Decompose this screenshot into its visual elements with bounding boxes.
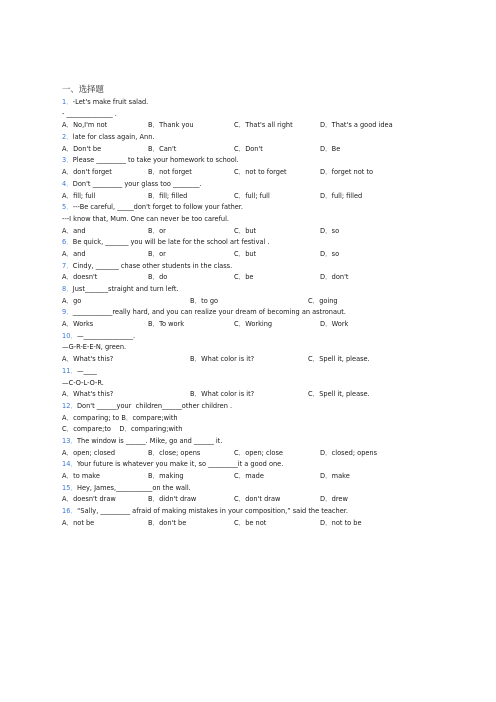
question-item (62, 261, 442, 284)
question-stem (62, 436, 442, 448)
answer-option[interactable]: B．not forget (148, 168, 192, 177)
question-text: Just_______straight and turn left. (72, 285, 179, 293)
question-item (62, 506, 442, 529)
answer-option[interactable]: D．forget not to (320, 168, 374, 177)
question-text: —_______________. (76, 331, 136, 340)
question-number: 13． (62, 436, 77, 445)
question-text: Don't _________ your glass too ________. (72, 179, 202, 188)
question-item (62, 237, 442, 260)
answer-option[interactable]: C．not to forget (234, 168, 287, 177)
question-text: Please _________ to take your homework to school. (72, 156, 239, 165)
answer-option[interactable]: A．go (62, 296, 82, 305)
answer-option[interactable]: A．No,I'm not (62, 121, 108, 130)
answer-option[interactable]: D．so (320, 226, 340, 235)
answer-option[interactable]: A．Works (62, 320, 94, 329)
options-row (62, 354, 442, 366)
answer-option[interactable]: C．don't draw (234, 495, 281, 504)
answer-option[interactable]: B．What color is it? (190, 390, 255, 399)
question-item (62, 307, 442, 330)
section-title: 一、选择题 (62, 84, 104, 94)
question-stem (62, 366, 442, 378)
answer-option[interactable]: C．but (234, 226, 257, 235)
answer-option[interactable]: A．What's this? (62, 355, 114, 364)
options-row (62, 518, 442, 530)
options-row (62, 249, 442, 261)
answer-option[interactable]: B．don't be (148, 518, 187, 527)
question-extra-line: —C-O-L-O-R. (62, 378, 104, 387)
options-row (62, 191, 442, 203)
options-row (62, 389, 442, 401)
question-stem (62, 331, 442, 343)
question-stem (62, 506, 442, 518)
answer-option[interactable]: C．open; close (234, 448, 283, 457)
answer-option[interactable]: D．closed; opens (320, 448, 378, 457)
answer-option[interactable]: D．full; filled (320, 191, 363, 200)
question-text: ____________really hard, and you can realize your dream of becoming an astronaut. (72, 308, 346, 317)
question-number: 2． (62, 133, 73, 142)
question-item (62, 483, 442, 506)
options-row (62, 167, 442, 179)
answer-option[interactable]: D．make (320, 472, 350, 480)
answer-option[interactable]: C．be (234, 273, 254, 282)
answer-option[interactable]: B．do (148, 273, 168, 282)
question-item (62, 97, 442, 132)
answer-option[interactable]: C．That's all right (234, 121, 293, 130)
answer-option[interactable]: D．drew (320, 495, 348, 504)
question-number: 11． (62, 366, 77, 375)
question-stem (62, 483, 442, 495)
question-item (62, 366, 442, 401)
question-item (62, 179, 442, 202)
answer-option[interactable]: A．and (62, 226, 86, 235)
answer-option[interactable]: A．Don't be (62, 144, 102, 153)
question-stem (62, 307, 442, 319)
question-text: Don't ______your children______other children . (76, 401, 233, 410)
answer-option[interactable]: B．or (148, 249, 166, 258)
answer-option[interactable]: D．not to be (320, 518, 362, 527)
answer-option[interactable]: B．close; opens (148, 448, 201, 457)
answer-option[interactable]: B．didn't draw (148, 495, 197, 504)
answer-option[interactable]: C．Spell it, please. (308, 390, 370, 399)
answer-option[interactable]: B．making (148, 472, 184, 480)
question-stem (62, 401, 442, 413)
question-number: 3． (62, 156, 73, 165)
question-list (62, 82, 442, 529)
options-row (62, 471, 442, 483)
answer-option[interactable]: C．made (234, 472, 264, 480)
question-number: 12． (62, 401, 77, 410)
answer-option[interactable]: D．That's a good idea (320, 121, 393, 130)
question-text: “Sally, _________ afraid of making mistakes in your composition,” said the teacher. (76, 507, 348, 516)
question-text: Hey, James,___________on the wall. (76, 483, 191, 492)
question-text: Your future is whatever you make it, so _________it a good one. (76, 460, 284, 469)
question-item (62, 331, 442, 366)
question-number: 14． (62, 460, 77, 469)
answer-option[interactable]: C．but (234, 249, 257, 258)
answer-option[interactable]: D．don't (320, 273, 349, 282)
question-item (62, 459, 442, 482)
options-row (62, 226, 442, 238)
question-extra-line: ---I know that, Mum. One can never be too careful. (62, 214, 230, 223)
answer-option[interactable]: B．fill; filled (148, 191, 188, 200)
answer-option[interactable]: B．or (148, 226, 166, 235)
question-stem (62, 132, 442, 144)
answer-option[interactable]: A．and (62, 249, 86, 258)
options-row (62, 120, 442, 132)
options-row (62, 272, 442, 284)
question-item (62, 284, 442, 307)
question-number: 9． (62, 308, 73, 317)
question-number: 8． (62, 285, 73, 293)
question-extra-line: - ______________ . (62, 109, 117, 118)
answer-option[interactable]: B．to go (190, 296, 219, 305)
question-text: ---Be careful, _____don't forget to follow your father. (72, 203, 244, 212)
answer-option[interactable]: D．so (320, 249, 340, 258)
options-row (62, 494, 442, 506)
answer-option[interactable]: C．Working (234, 320, 273, 329)
question-number: 16． (62, 507, 77, 516)
answer-option[interactable]: B．To work (148, 320, 185, 329)
answer-option[interactable]: C．Don't (234, 144, 263, 153)
question-stem (62, 179, 442, 191)
options-row (62, 448, 442, 460)
question-item (62, 202, 442, 237)
options-row (62, 296, 442, 308)
answer-option[interactable]: D．Be (320, 144, 341, 153)
answer-option[interactable]: A．doesn't (62, 273, 98, 282)
question-text: The window is ______. Mike, go and ______ it. (76, 436, 223, 445)
question-stem (62, 284, 442, 296)
question-text: Be quick, _______ you will be late for the school art festival . (72, 238, 270, 247)
answer-option[interactable]: A．open; closed (62, 448, 116, 457)
question-text: late for class again, Ann. (72, 133, 155, 142)
question-number: 5． (62, 203, 73, 212)
options-row (62, 319, 442, 331)
answer-option[interactable]: D．Work (320, 320, 349, 329)
answer-option[interactable]: B．Thank you (148, 121, 194, 130)
answer-option[interactable]: A．to make (62, 472, 100, 480)
question-item (62, 401, 442, 436)
question-number: 1． (62, 98, 73, 106)
question-number: 4． (62, 179, 73, 188)
question-extra-line: —G-R-E-E-N, green. (62, 343, 127, 352)
question-stem (62, 202, 442, 214)
question-number: 7． (62, 261, 73, 270)
answer-option[interactable]: B．What color is it? (190, 355, 255, 364)
answer-option[interactable]: A．What's this? (62, 390, 114, 399)
question-text: -Let's make fruit salad. (72, 98, 149, 106)
question-extra-line: C．compare;to D．comparing;with (62, 425, 183, 434)
answer-option[interactable]: A．fill; full (62, 191, 96, 200)
question-item (62, 155, 442, 178)
question-number: 10． (62, 331, 77, 340)
answer-option[interactable]: C．full; full (234, 191, 270, 200)
question-item (62, 436, 442, 459)
answer-option[interactable]: B．Can't (148, 144, 177, 153)
options-row (62, 144, 442, 156)
question-extra-line: A．comparing; to B．compare;with (62, 413, 178, 422)
answer-option[interactable]: A．not be (62, 518, 95, 527)
question-stem (62, 155, 442, 167)
answer-option[interactable]: A．doesn't draw (62, 495, 116, 504)
question-text: —____ (76, 366, 97, 375)
answer-option[interactable]: C．be not (234, 518, 267, 527)
question-stem (62, 261, 442, 273)
question-stem (62, 97, 442, 109)
question-number: 15． (62, 483, 77, 492)
answer-option[interactable]: C．Spell it, please. (308, 355, 370, 364)
question-item (62, 132, 442, 155)
question-stem (62, 237, 442, 249)
question-stem (62, 459, 442, 471)
answer-option[interactable]: C．going (308, 296, 338, 305)
question-number: 6． (62, 238, 73, 247)
answer-option[interactable]: A．don't forget (62, 168, 112, 177)
question-text: Cindy, _______ chase other students in the class. (72, 261, 233, 270)
